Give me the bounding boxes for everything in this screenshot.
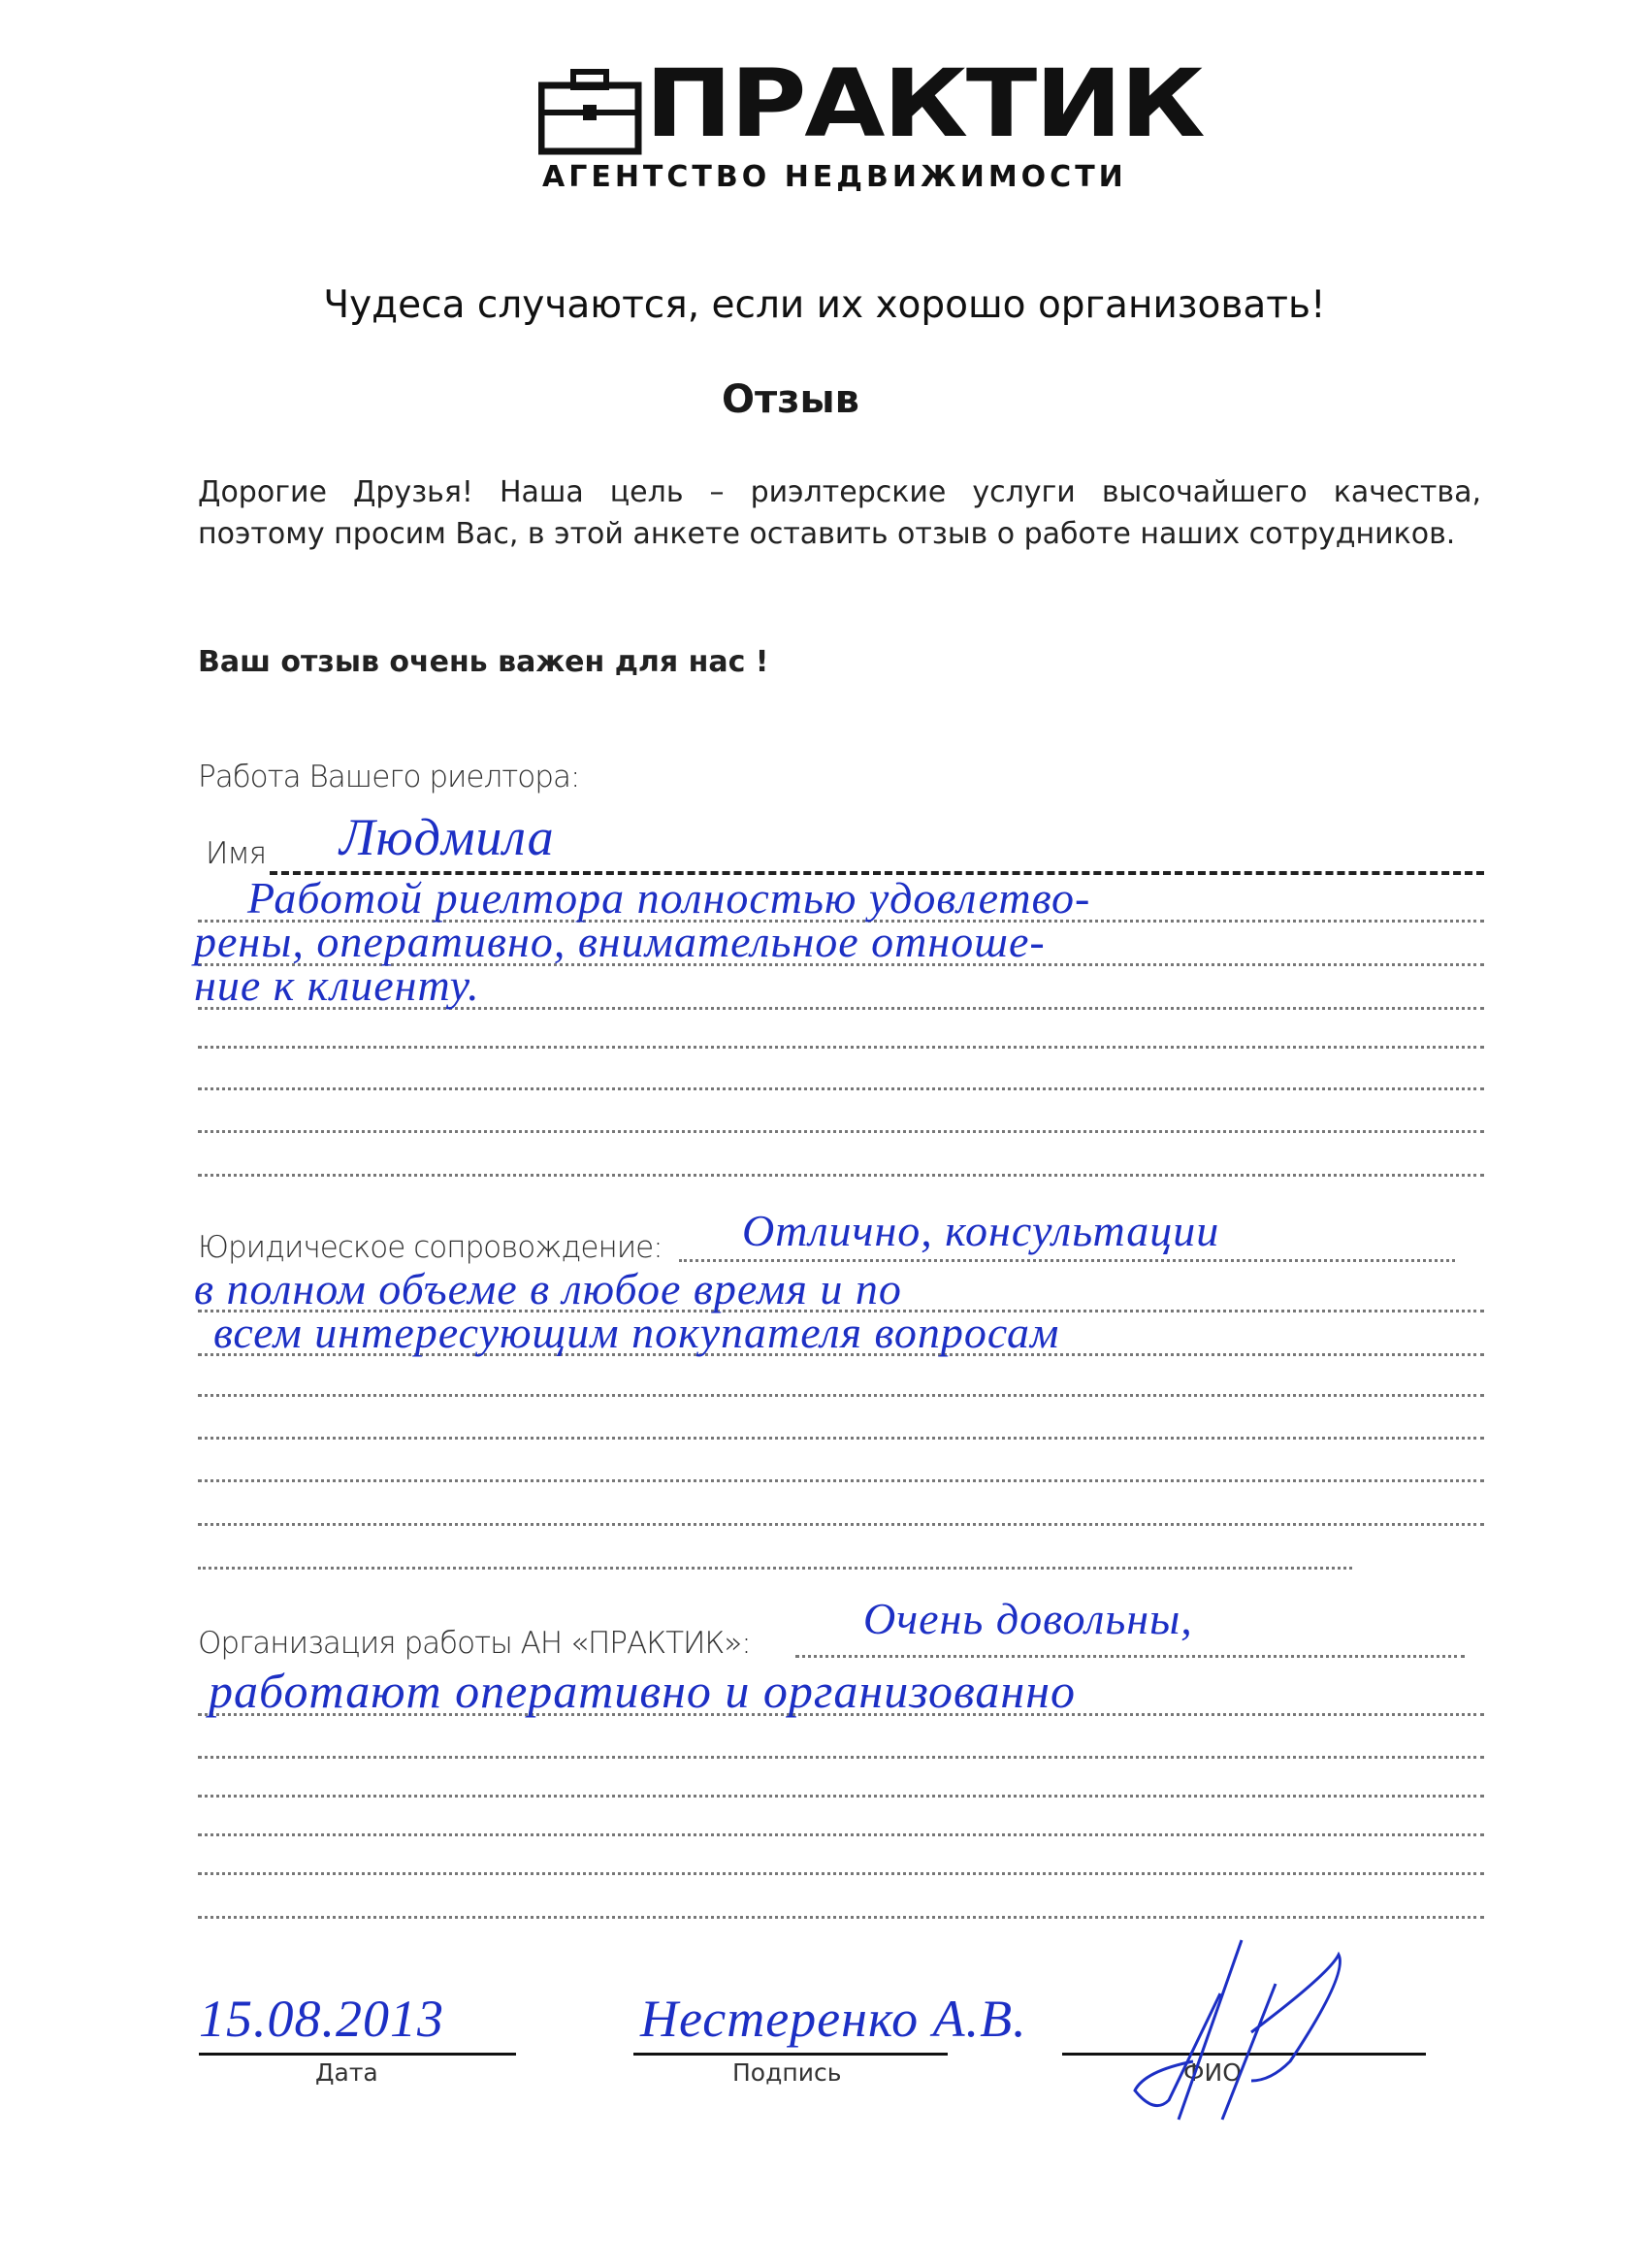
realtor-review-line[interactable]: Работой риелтора полностью удовлетво- (247, 873, 1091, 923)
legal-review-line[interactable]: в полном объеме в любое время и по (194, 1264, 902, 1313)
line (198, 1567, 1352, 1570)
line (795, 1655, 1465, 1658)
line (198, 1795, 1484, 1798)
page-title: Отзыв (722, 377, 859, 422)
line (679, 1259, 1455, 1262)
legal-review-line[interactable]: всем интересующим покупателя вопросам (213, 1308, 1060, 1357)
line (198, 1437, 1484, 1440)
company-logo (538, 49, 1204, 195)
line (198, 1174, 1484, 1177)
legal-section-label: Юридическое сопровождение: (198, 1230, 663, 1265)
signature-line (633, 2053, 948, 2056)
line (198, 1916, 1484, 1919)
line (198, 1087, 1484, 1090)
realtor-name-value[interactable]: Людмила (340, 808, 555, 866)
line (198, 1872, 1484, 1875)
organization-review-line[interactable]: работают оперативно и организованно (209, 1664, 1077, 1718)
intro-text: Дорогие Друзья! Наша цель – риэлтерские услуги высочайшего качества, поэтому просим Вас, в этой анкете оставить отзыв о работе наших сотрудников. (198, 475, 1481, 551)
line (198, 1130, 1484, 1133)
date-label: Дата (315, 2058, 378, 2087)
fio-label: ФИО (1183, 2058, 1242, 2087)
slogan: Чудеса случаются, если их хорошо организовать! (323, 283, 1326, 327)
line (198, 1479, 1484, 1482)
signature-value[interactable]: Нестеренко А.В. (640, 1990, 1027, 2048)
line (198, 1833, 1484, 1836)
handwritten-signature (1106, 1935, 1358, 2129)
line (198, 1394, 1484, 1397)
organization-section-label: Организация работы АН «ПРАКТИК»: (198, 1626, 751, 1661)
line (198, 1523, 1484, 1526)
signature-label: Подпись (732, 2058, 842, 2087)
logo-subtitle: АГЕНТСТВО НЕДВИЖИМОСТИ (542, 160, 1127, 194)
realtor-review-line[interactable]: рены, оперативно, внимательное отноше- (194, 917, 1046, 966)
date-value[interactable]: 15.08.2013 (199, 1990, 444, 2048)
realtor-section-label: Работа Вашего риелтора: (198, 760, 580, 794)
realtor-review-line[interactable]: ние к клиенту. (194, 960, 480, 1010)
logo-brand: ПРАКТИК (645, 49, 1204, 158)
line (198, 1756, 1484, 1759)
important-note: Ваш отзыв очень важен для нас ! (198, 645, 769, 679)
date-line (199, 2053, 516, 2056)
briefcase-icon (538, 68, 645, 155)
legal-review-line[interactable]: Отлично, консультации (742, 1206, 1220, 1255)
line (198, 1046, 1484, 1049)
name-label: Имя (206, 836, 267, 871)
organization-review-line[interactable]: Очень довольны, (863, 1594, 1193, 1643)
